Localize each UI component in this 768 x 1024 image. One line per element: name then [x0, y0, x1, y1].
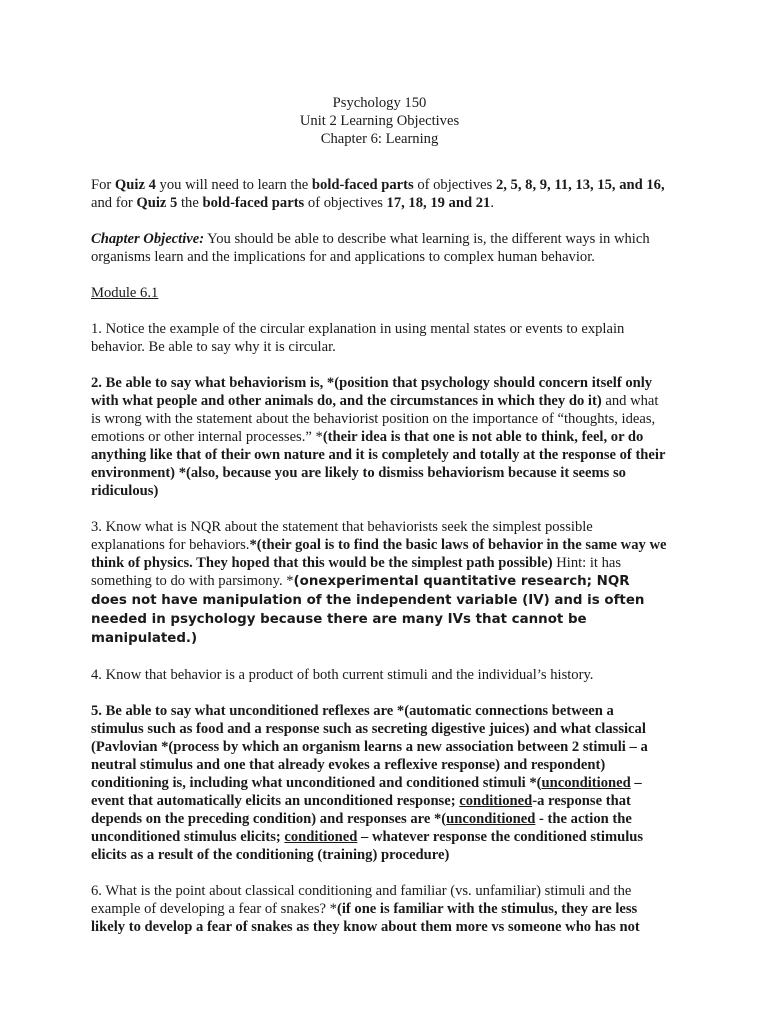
intro-text: and for — [91, 195, 137, 211]
objective-bold-text: – whatever response the conditioned stimulus elicits as a result of the conditioning (training) procedure) — [91, 829, 644, 863]
objective-text: 3. Know what is NQR about the statement that behaviorists seek the simplest possible explanations for behaviors. — [91, 519, 593, 553]
objective-text: 6. What is the point about classical conditioning and familiar (vs. unfamiliar) stimuli and the example of developing a fear of snakes? * — [91, 883, 632, 917]
objective-bold-text: 5. Be able to say what unconditioned reflexes are *(automatic connections between a stimulus such as food and a response such as secreting digestive juices) and what classical (Pavlovian *(process by which an organism learns a new association between 2 stimuli – a neutral stimulus and one that already evokes a reflexive response) and respondent) conditioning is, including what unconditioned and conditioned stimuli *( — [91, 703, 648, 791]
underlined-term: conditioned — [459, 793, 533, 809]
course-title: Psychology 150 — [332, 95, 427, 111]
bold-parts-label: bold-faced parts — [311, 177, 414, 193]
intro-text: For — [91, 177, 115, 193]
objective-bold-text: (their idea is that one is not able to think, feel, or do anything like that of their own nature and it is completely and totally at the response of their environment) *(also, because you are likely to dismiss behaviorism because it seems so ridiculous) — [91, 429, 666, 499]
intro-text: you will need to learn the — [155, 177, 312, 193]
underlined-term: conditioned — [284, 829, 358, 845]
intro-text: the — [177, 195, 203, 211]
chapter-objective-text: You should be able to describe what learning is, the different ways in which organisms learn and the implications for and applications to complex human behavior. — [91, 231, 650, 265]
objective-sans-answer: (onexperimental quantitative research; NQR does not have manipulation of the independent variable (IV) and is often needed in psychology because there are many IVs that cannot be manipulated.) — [91, 574, 645, 646]
chapter-objective-label: Chapter Objective: — [91, 231, 205, 247]
objective-2 — [91, 374, 668, 500]
chapter-objective — [91, 230, 668, 266]
quiz5-label: Quiz 5 — [136, 195, 178, 211]
objective-3 — [91, 518, 668, 648]
objective-1: 1. Notice the example of the circular explanation in using mental states or events to explain behavior. Be able to say why it is circular. — [91, 321, 625, 355]
objective-4: 4. Know that behavior is a product of both current stimuli and the individual’s history. — [91, 667, 594, 683]
objective-bold-text: -a response that depends on the preceding condition) and responses are *( — [91, 793, 631, 827]
chapter-title: Chapter 6: Learning — [320, 131, 439, 147]
module-heading: Module 6.1 — [91, 285, 159, 301]
underlined-term: unconditioned — [446, 811, 536, 827]
objective-bold-text: (if one is familiar with the stimulus, they are less likely to develop a fear of snakes as they know about them more vs someone who has not — [91, 901, 640, 935]
quiz5-objectives: 17, 18, 19 and 21 — [386, 195, 491, 211]
objective-bold-text: – event that automatically elicits an unconditioned response; — [91, 775, 642, 809]
objective-bold-text: - the action the unconditioned stimulus elicits; — [91, 811, 632, 845]
unit-title: Unit 2 Learning Objectives — [299, 113, 460, 129]
intro-text: of objectives — [304, 195, 387, 211]
intro-text: . — [490, 195, 494, 211]
quiz4-label: Quiz 4 — [114, 177, 156, 193]
document-header — [91, 94, 668, 148]
objective-5 — [91, 702, 668, 864]
intro-paragraph — [91, 176, 668, 212]
bold-parts-label: bold-faced parts — [202, 195, 305, 211]
objective-bold-text: Be able to say what behaviorism is, *(position that psychology should concern itself only with what people and other animals do, and the circumstances in which they do it) — [91, 375, 653, 409]
objective-text: Hint: it has something to do with parsimony. * — [91, 555, 622, 589]
quiz4-objectives: 2, 5, 8, 9, 11, 13, 15, and 16, — [495, 177, 665, 193]
objective-text: and what is wrong with the statement about the behaviorist position on the importance of “thoughts, ideas, emotions or other internal processes.” * — [91, 393, 659, 445]
objective-number: 2. — [91, 375, 106, 391]
underlined-term: unconditioned — [541, 775, 631, 791]
objective-bold-text: *(their goal is to find the basic laws of behavior in the same way we think of physics. They hoped that this would be the simplest path possible) — [91, 537, 667, 571]
objective-6 — [91, 882, 668, 936]
intro-text: of objectives — [413, 177, 496, 193]
